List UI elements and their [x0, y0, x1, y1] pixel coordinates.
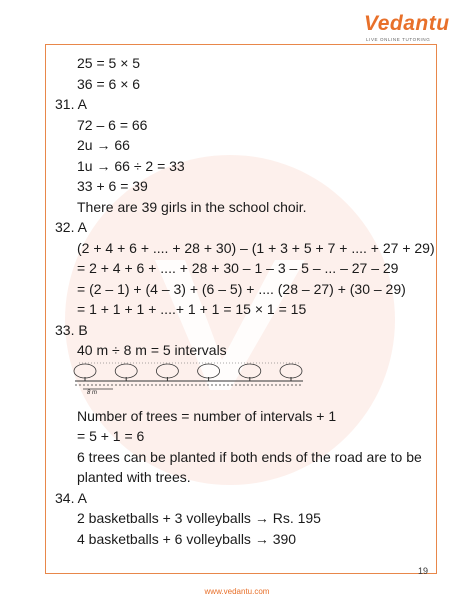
solution-line: = 2 + 4 + 6 + .... + 28 + 30 – 1 – 3 – 5 – ... – 27 – 29	[77, 260, 399, 276]
tree-icon	[198, 364, 220, 381]
solution-line: 25 = 5 × 5	[77, 55, 141, 71]
solution-line: 2u → 66	[77, 137, 130, 153]
question-heading: 34. A	[55, 490, 87, 506]
solution-line: 40 m ÷ 8 m = 5 intervals	[77, 342, 227, 358]
tree-icon	[74, 364, 96, 381]
brand-tagline: LIVE ONLINE TUTORING	[366, 37, 431, 42]
solution-line: 6 trees can be planted if both ends of the road are to be	[77, 449, 422, 465]
solution-line: 72 – 6 = 66	[77, 117, 148, 133]
tree-icons	[74, 364, 302, 381]
solution-line: 33 + 6 = 39	[77, 178, 148, 194]
solution-line: = 5 + 1 = 6	[77, 428, 145, 444]
question-heading: 31. A	[55, 96, 87, 112]
solution-line: planted with trees.	[77, 469, 191, 485]
footer-url: www.vedantu.com	[204, 587, 270, 596]
brand-name: Vedantu	[364, 12, 450, 35]
road-trees-figure	[73, 343, 305, 395]
question-heading: 33. B	[55, 322, 88, 338]
solution-line: 4 basketballs + 6 volleyballs → 390	[77, 531, 297, 547]
solution-line: = (2 – 1) + (4 – 3) + (6 – 5) + .... (28 – 27) + (30 – 29)	[77, 281, 406, 297]
question-heading: 32. A	[55, 219, 87, 235]
solution-line: Number of trees = number of intervals + 1	[77, 408, 337, 424]
solution-line: = 1 + 1 + 1 + ....+ 1 + 1 = 15 × 1 = 15	[77, 301, 307, 317]
tree-icon	[239, 364, 261, 381]
solution-line: There are 39 girls in the school choir.	[77, 199, 307, 215]
tree-icon	[115, 364, 137, 381]
tree-icon	[280, 364, 302, 381]
tree-icon	[156, 364, 178, 381]
solution-line: 1u → 66 ÷ 2 = 33	[77, 158, 185, 174]
solution-line: 36 = 6 × 6	[77, 76, 141, 92]
page-number: 19	[418, 566, 429, 576]
figure-label: 8 m	[87, 390, 98, 395]
solution-line: (2 + 4 + 6 + .... + 28 + 30) – (1 + 3 + 5 + 7 + .... + 27 + 29)	[77, 240, 435, 256]
solution-line: 2 basketballs + 3 volleyballs → Rs. 195	[77, 510, 321, 526]
